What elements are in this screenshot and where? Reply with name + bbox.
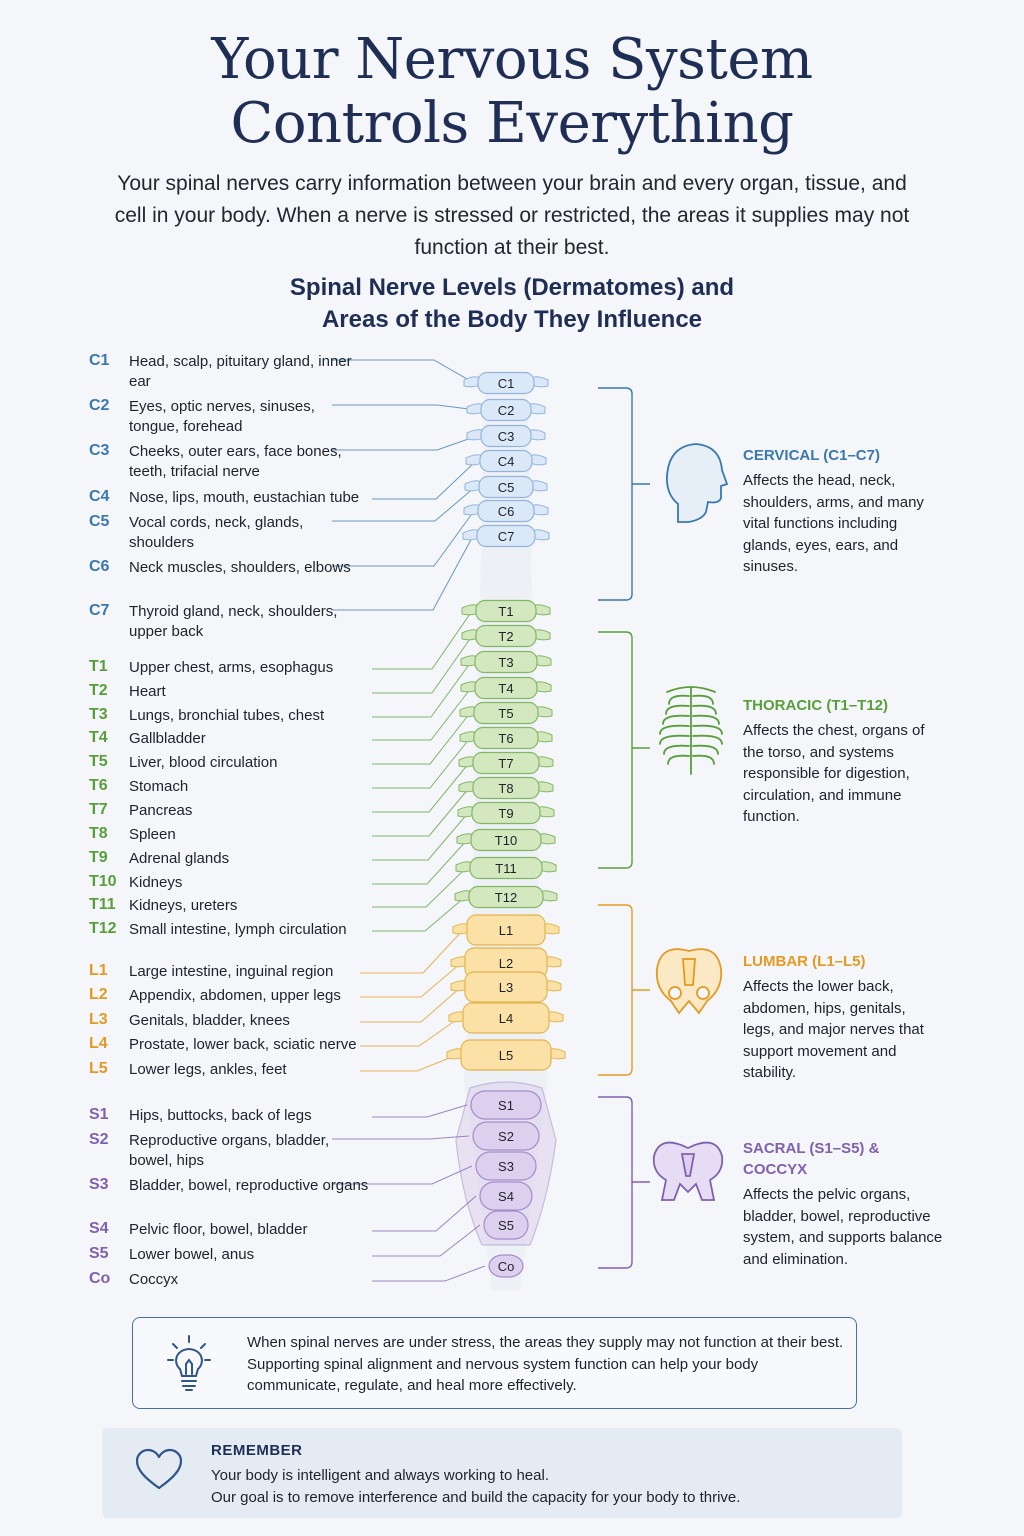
nerve-level-code: Co (89, 1270, 111, 1287)
vertebra-s5 (484, 1211, 528, 1239)
nerve-level-desc: Adrenal glands (129, 850, 230, 867)
vertebra-label: C5 (497, 480, 515, 495)
vertebra-s1 (471, 1091, 541, 1119)
nerve-level-code: C2 (89, 397, 110, 414)
vertebra-t1 (462, 601, 550, 622)
region-title: THORACIC (T1–T12) (743, 697, 889, 714)
nerve-level-code: C6 (89, 558, 110, 575)
nerve-level-code: T1 (89, 658, 108, 675)
connector-s5 (372, 1225, 480, 1256)
sacrum-icon (654, 1143, 723, 1200)
nerve-level-code: C1 (89, 352, 110, 369)
nerve-level-code: S4 (89, 1220, 109, 1237)
nerve-level-desc: Kidneys, ureters (129, 897, 238, 914)
nerve-level-desc: Thyroid gland, neck, shoulders, upper back (129, 603, 338, 640)
pelvis-icon (657, 949, 721, 1013)
vertebra-label: T8 (498, 781, 514, 796)
connector-s4 (372, 1196, 476, 1231)
vertebra-label: S2 (498, 1129, 514, 1144)
nerve-level-code: C7 (89, 602, 110, 619)
vertebra-t8 (459, 778, 553, 799)
vertebra-c1 (464, 373, 548, 394)
bracket-sacral (598, 1097, 650, 1268)
tip-text: When spinal nerves are under stress, the areas they supply may not function at their best. Supporting spinal alignment and nervous system function can help your body communicate, regulate, and heal more effectively. (247, 1334, 844, 1394)
section-subtitle-line-2: Areas of the Body They Influence (321, 306, 703, 333)
nerve-level-desc: Reproductive organs, bladder, bowel, hips (129, 1132, 330, 1169)
vertebra-s4 (480, 1182, 532, 1210)
vertebra-label: L5 (498, 1048, 514, 1063)
vertebra-s2 (473, 1122, 539, 1150)
connector-t1 (372, 611, 472, 669)
section-subtitle-line-1: Spinal Nerve Levels (Dermatomes) and (289, 274, 735, 301)
nerve-level-code: T6 (89, 777, 108, 794)
vertebra-label: T6 (498, 731, 514, 746)
nerve-level-code: T8 (89, 825, 108, 842)
nerve-level-code: T7 (89, 801, 108, 818)
nerve-level-code: C5 (89, 513, 110, 530)
vertebra-label: S4 (498, 1189, 514, 1204)
bracket-cervical (598, 388, 650, 600)
region-title: CERVICAL (C1–C7) (743, 447, 880, 464)
nerve-level-desc: Large intestine, inguinal region (129, 963, 334, 980)
vertebra-label: C2 (497, 403, 515, 418)
connector-l5 (360, 1055, 457, 1071)
nerve-level-code: S3 (89, 1176, 109, 1193)
intro-text: Your spinal nerves carry information between your brain and every organ, tissue, and cell in your body. When a nerve is stressed or restricted, the areas it supplies may not function at their best. (114, 172, 910, 259)
region-title: LUMBAR (L1–L5) (743, 953, 866, 970)
region-thoracic (743, 695, 963, 828)
heart-icon (135, 1448, 185, 1492)
vertebra-label: S1 (498, 1098, 514, 1113)
remember-line-1: Your body is intelligent and always working to heal. (211, 1467, 549, 1484)
connector-t2 (372, 636, 472, 693)
vertebra-label: T7 (498, 756, 514, 771)
region-lumbar (743, 951, 963, 1084)
region-sacral (743, 1138, 963, 1270)
nerve-level-desc: Head, scalp, pituitary gland, inner ear (129, 353, 352, 390)
vertebra-c2 (467, 400, 545, 421)
connector-c4 (372, 461, 476, 499)
tip-box (132, 1317, 857, 1409)
nerve-level-code: L1 (89, 962, 108, 979)
vertebra-c3 (467, 426, 545, 447)
nerve-level-desc: Appendix, abdomen, upper legs (129, 987, 341, 1004)
vertebra-label: T2 (498, 629, 514, 644)
nerve-level-code: T4 (89, 729, 108, 746)
region-title: SACRAL (S1–S5) & COCCYX (743, 1140, 880, 1178)
vertebra-label: L4 (498, 1011, 514, 1026)
nerve-level-code: S2 (89, 1131, 109, 1148)
nerve-level-desc: Prostate, lower back, sciatic nerve (129, 1036, 357, 1053)
vertebra-label: C1 (497, 376, 515, 391)
connector-l2 (360, 963, 461, 997)
vertebra-label: T5 (498, 706, 514, 721)
nerve-level-desc: Kidneys (129, 874, 183, 891)
vertebra-t4 (461, 678, 551, 699)
nerve-level-desc: Stomach (129, 778, 189, 795)
nerve-level-code: S5 (89, 1245, 109, 1262)
remember-text (211, 1465, 891, 1508)
vertebra-label: T4 (498, 681, 514, 696)
vertebra-co (489, 1255, 523, 1277)
bracket-thoracic (598, 632, 650, 868)
vertebra-t9 (458, 803, 554, 824)
vertebra-t3 (461, 652, 551, 673)
vertebra-label: T9 (498, 806, 514, 821)
nerve-level-desc: Eyes, optic nerves, sinuses, tongue, forehead (129, 398, 315, 435)
page-title-line-1: Your Nervous System (211, 27, 813, 92)
nerve-level-code: T5 (89, 753, 108, 770)
region-desc: Affects the head, neck, shoulders, arms, and many vital functions including glands, eyes, ears, and sinuses. (743, 472, 924, 575)
region-desc: Affects the pelvic organs, bladder, bowel, reproductive system, and supports balance and elimination. (743, 1186, 943, 1268)
vertebra-s3 (476, 1152, 536, 1180)
nerve-level-desc: Bladder, bowel, reproductive organs (129, 1177, 369, 1194)
vertebra-t11 (456, 858, 556, 879)
connector-l3 (360, 987, 461, 1022)
vertebra-c7 (463, 526, 549, 547)
nerve-level-desc: Lower legs, ankles, feet (129, 1061, 287, 1078)
vertebra-label: T12 (494, 890, 518, 905)
nerve-level-desc: Liver, blood circulation (129, 754, 278, 771)
vertebra-label: Co (497, 1259, 515, 1274)
vertebra-label: L2 (498, 956, 514, 971)
lightbulb-icon (167, 1332, 227, 1402)
connector-t3 (372, 662, 471, 717)
vertebra-t6 (460, 728, 552, 749)
connector-t4 (372, 688, 471, 740)
nerve-level-desc: Upper chest, arms, esophagus (129, 659, 334, 676)
vertebra-label: T3 (498, 655, 514, 670)
vertebra-label: C6 (497, 504, 515, 519)
bracket-lumbar (598, 905, 650, 1075)
nerve-level-code: L2 (89, 986, 108, 1003)
connector-t12 (372, 897, 465, 931)
region-cervical (743, 445, 963, 578)
nerve-level-code: L3 (89, 1011, 108, 1028)
nerve-level-code: T12 (89, 920, 117, 937)
nerve-level-code: S1 (89, 1106, 109, 1123)
remember-line-2: Our goal is to remove interference and build the capacity for your body to thrive. (211, 1488, 741, 1506)
nerve-level-desc: Genitals, bladder, knees (129, 1012, 290, 1029)
vertebra-t2 (462, 626, 550, 647)
nerve-level-desc: Nose, lips, mouth, eustachian tube (129, 489, 360, 506)
nerve-level-code: L4 (89, 1035, 108, 1052)
nerve-level-desc: Spleen (129, 826, 176, 843)
page-title-line-2: Controls Everything (230, 91, 794, 156)
vertebra-label: T11 (495, 861, 517, 876)
ribcage-icon (660, 687, 722, 774)
nerve-level-desc: Cheeks, outer ears, face bones, teeth, trifacial nerve (129, 443, 342, 480)
head-icon (667, 444, 727, 522)
vertebra-label: T1 (498, 604, 514, 619)
vertebra-c5 (465, 477, 547, 498)
vertebra-label: S3 (498, 1159, 514, 1174)
connector-s1 (372, 1105, 467, 1117)
nerve-level-desc: Lower bowel, anus (129, 1246, 255, 1263)
nerve-level-code: T2 (89, 682, 108, 699)
remember-box (102, 1428, 902, 1518)
vertebra-t12 (455, 887, 557, 908)
vertebra-label: L1 (498, 923, 514, 938)
remember-title: REMEMBER (211, 1442, 303, 1459)
vertebra-label: L3 (498, 980, 514, 995)
nerve-level-code: T10 (89, 873, 117, 890)
nerve-level-code: T9 (89, 849, 108, 866)
vertebra-t7 (459, 753, 553, 774)
nerve-level-code: T11 (89, 896, 116, 913)
vertebra-t5 (460, 703, 552, 724)
nerve-level-desc: Pelvic floor, bowel, bladder (129, 1221, 308, 1238)
vertebra-l1 (453, 915, 559, 945)
vertebra-l3 (451, 972, 561, 1002)
nerve-level-desc: Heart (129, 683, 166, 700)
vertebra-label: C7 (497, 529, 515, 544)
vertebra-label: S5 (498, 1218, 514, 1233)
nerve-level-code: T3 (89, 706, 108, 723)
nerve-level-code: L5 (89, 1060, 108, 1077)
nerve-level-desc: Pancreas (129, 802, 193, 819)
nerve-level-desc: Small intestine, lymph circulation (129, 921, 347, 938)
nerve-level-desc: Coccyx (129, 1271, 179, 1288)
nerve-level-desc: Vocal cords, neck, glands, shoulders (129, 514, 304, 551)
vertebra-c6 (464, 501, 548, 522)
vertebra-c4 (466, 451, 546, 472)
nerve-level-desc: Hips, buttocks, back of legs (129, 1107, 312, 1124)
vertebra-label: C3 (497, 429, 515, 444)
connector-co (372, 1266, 485, 1281)
nerve-level-code: C4 (89, 488, 110, 505)
nerve-level-desc: Gallbladder (129, 730, 206, 747)
nerve-level-desc: Neck muscles, shoulders, elbows (129, 559, 351, 576)
vertebra-label: C4 (497, 454, 515, 469)
connector-l1 (360, 930, 463, 973)
connector-t10 (372, 840, 467, 884)
vertebra-t10 (457, 830, 555, 851)
region-desc: Affects the chest, organs of the torso, and systems responsible for digestion, circulation, and immune function. (743, 722, 925, 825)
vertebra-label: T10 (494, 833, 518, 848)
vertebra-l4 (449, 1003, 563, 1033)
connector-t11 (372, 868, 466, 907)
region-desc: Affects the lower back, abdomen, hips, genitals, legs, and major nerves that support movement and stability. (743, 978, 924, 1081)
nerve-level-code: C3 (89, 442, 110, 459)
vertebra-l5 (447, 1040, 565, 1070)
nerve-level-desc: Lungs, bronchial tubes, chest (129, 707, 325, 724)
